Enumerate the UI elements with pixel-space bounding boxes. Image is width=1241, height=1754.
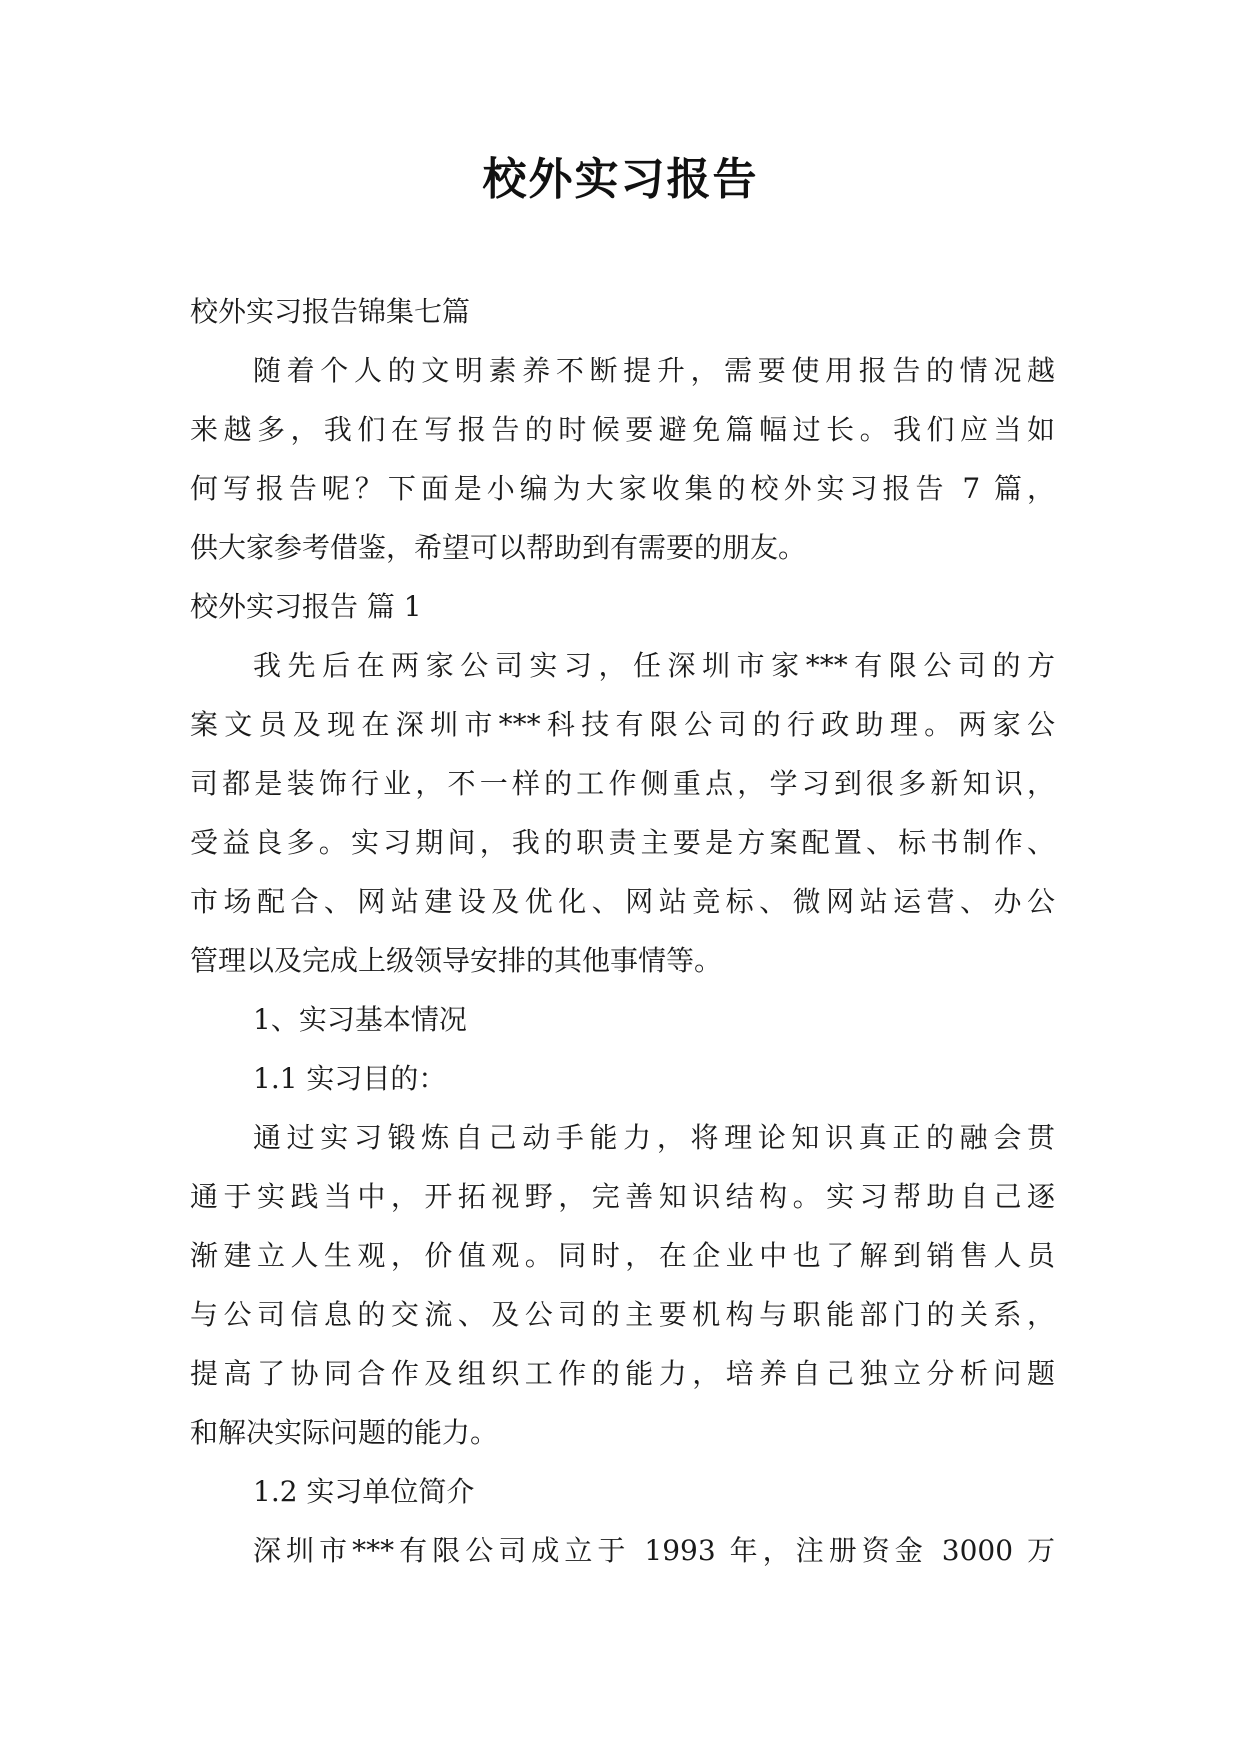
paragraph-line [190,1167,1055,1226]
paragraph-line [190,1403,1055,1462]
intro-line [190,400,1055,459]
paragraph-line-text: 提高了协同合作及组织工作的能力，培养自己独立分析问题 [190,1357,1055,1390]
intro-line-text: 随着个人的文明素养不断提升，需要使用报告的情况越 [253,354,1055,387]
paragraph-line-text: 司都是装饰行业，不一样的工作侧重点，学习到很多新知识， [190,767,1055,800]
paragraph-line [190,813,1055,872]
paragraph-line [190,695,1055,754]
paragraph-line [190,931,1055,990]
paragraph-line-text: 我先后在两家公司实习，任深圳市家***有限公司的方 [253,649,1055,682]
intro-line-text: 来越多，我们在写报告的时候要避免篇幅过长。我们应当如 [190,413,1055,446]
paragraph-line-text: 市场配合、网站建设及优化、网站竞标、微网站运营、办公 [190,885,1055,918]
document-title: 校外实习报告 [482,154,759,205]
subheading-text: 1.2 实习单位简介 [253,1475,475,1508]
intro-line [190,518,1055,577]
paragraph-line-text: 通过实习锻炼自己动手能力，将理论知识真正的融会贯 [253,1121,1055,1154]
paragraph-line [190,872,1055,931]
document-body [190,282,1055,1580]
intro-line [190,341,1055,400]
paragraph-line-text: 深圳市***有限公司成立于 1993 年，注册资金 3000 万 [253,1534,1055,1567]
paragraph-line-text: 与公司信息的交流、及公司的主要机构与职能部门的关系， [190,1298,1055,1331]
paragraph-line [190,1285,1055,1344]
paragraph-line [190,1108,1055,1167]
paragraph-line [190,1344,1055,1403]
paragraph-line [190,1521,1055,1580]
subtitle-text: 校外实习报告锦集七篇 [190,295,471,328]
section-heading-text: 校外实习报告 篇 1 [190,590,422,623]
paragraph-line [190,636,1055,695]
document-subtitle [190,282,1055,341]
paragraph-line [190,754,1055,813]
paragraph-line-text: 管理以及完成上级领导安排的其他事情等。 [190,944,723,977]
paragraph-line-text: 渐建立人生观，价值观。同时，在企业中也了解到销售人员 [190,1239,1055,1272]
subheading-unit [190,1462,1055,1521]
subheading-purpose [190,1049,1055,1108]
paragraph-line-text: 和解决实际问题的能力。 [190,1416,499,1449]
subheading-basic [190,990,1055,1049]
section-heading [190,577,1055,636]
paragraph-line-text: 通于实践当中，开拓视野，完善知识结构。实习帮助自己逐 [190,1180,1055,1213]
subheading-text: 1、实习基本情况 [253,1003,467,1036]
intro-line-text: 供大家参考借鉴，希望可以帮助到有需要的朋友。 [190,531,807,564]
paragraph-line [190,1226,1055,1285]
paragraph-line-text: 受益良多。实习期间，我的职责主要是方案配置、标书制作、 [190,826,1055,859]
subheading-text: 1.1 实习目的： [253,1062,447,1095]
intro-line [190,459,1055,518]
intro-line-text: 何写报告呢？下面是小编为大家收集的校外实习报告 7 篇， [190,472,1055,505]
paragraph-line-text: 案文员及现在深圳市***科技有限公司的行政助理。两家公 [190,708,1055,741]
